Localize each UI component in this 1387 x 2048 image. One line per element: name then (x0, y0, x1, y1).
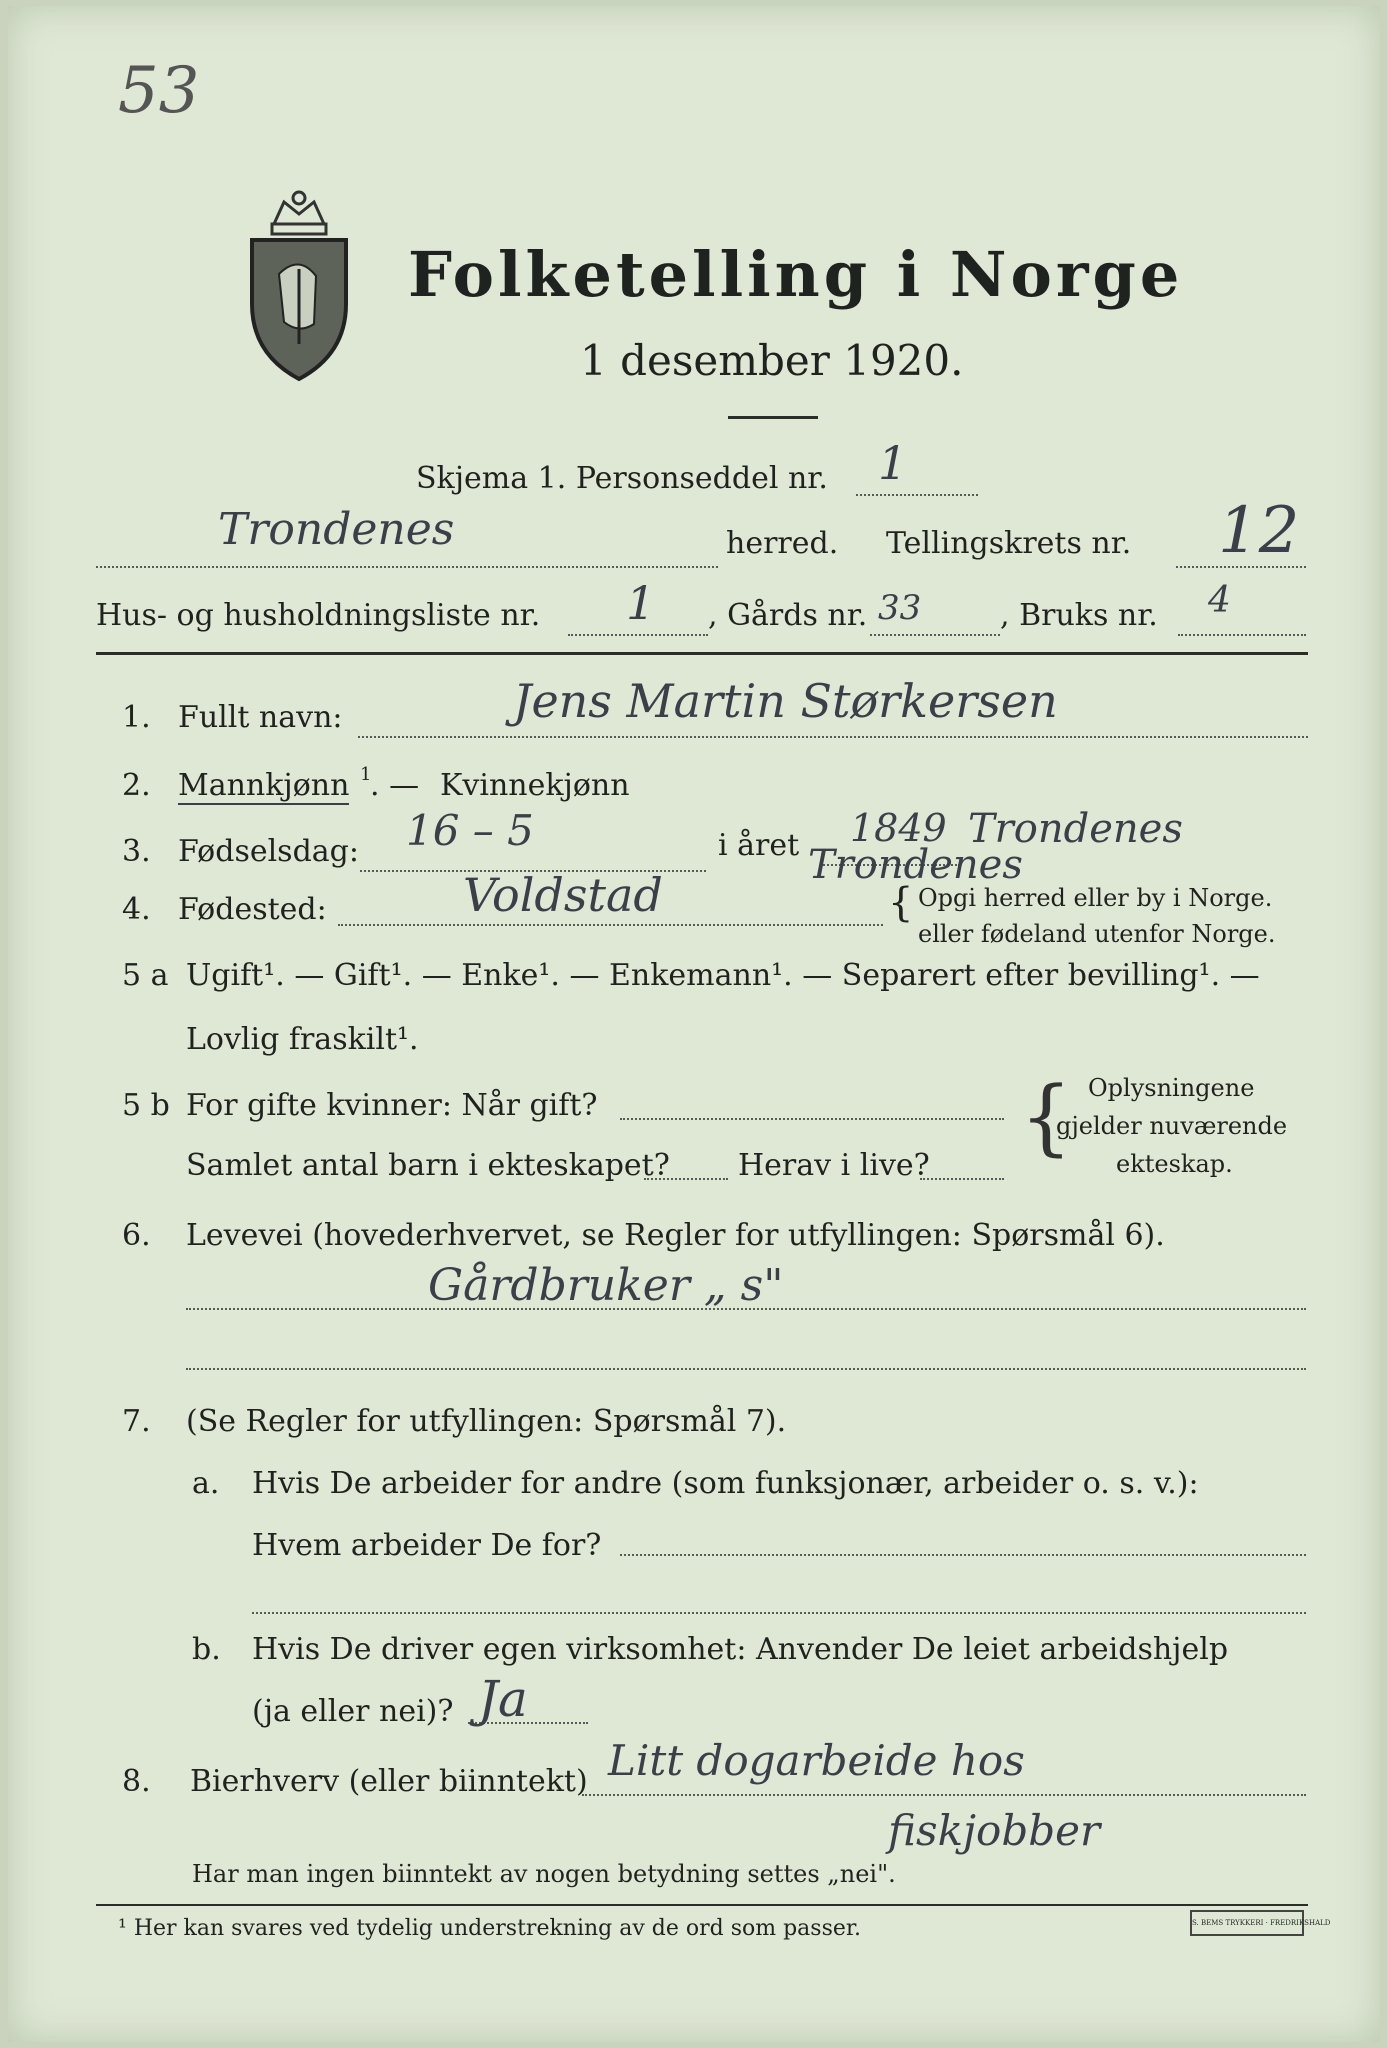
bruks-value: 4 (1208, 580, 1231, 621)
census-form (8, 6, 1380, 2042)
q5b-note2: gjelder nuværende (1056, 1112, 1288, 1140)
header-rule (96, 652, 1308, 655)
q5a-number: 5 a (122, 958, 169, 993)
q7a-line2-dots (252, 1612, 1306, 1614)
q8-value2: fiskjobber (888, 1806, 1101, 1855)
skjema-line (856, 494, 978, 496)
q4-note1: Opgi herred eller by i Norge. (918, 884, 1273, 912)
q4-number: 4. (122, 892, 151, 927)
q4-note2: eller fødeland utenfor Norge. (918, 920, 1276, 948)
q4-label: Fødested: (178, 892, 327, 927)
q4-line (338, 924, 883, 926)
q2-separator: . — (370, 768, 420, 803)
q8-label: Bierhverv (eller biinntekt) (190, 1764, 588, 1799)
q7a-line2: Hvem arbeider De for? (252, 1528, 602, 1563)
footer-note: Har man ingen biinntekt av nogen betydning settes „nei". (192, 1860, 896, 1888)
q2-female: Kvinnekjønn (440, 768, 630, 803)
gards-label: , Gårds nr. (708, 598, 868, 633)
skjema-label: Skjema 1. Personseddel nr. (416, 461, 828, 496)
q6-line1 (186, 1308, 1306, 1310)
q7a-number: a. (192, 1466, 220, 1501)
bruks-line (1178, 634, 1306, 636)
q5b-brace: { (1020, 1070, 1073, 1165)
q2-number: 2. (122, 768, 151, 803)
herred-value: Trondenes (218, 504, 455, 555)
printer-stamp: S. BEMS TRYKKERI · FREDRIKSHALD (1190, 1910, 1304, 1936)
q5b-line2b: Herav i live? (738, 1148, 930, 1183)
q3-value: 16 – 5 (406, 806, 534, 855)
q3-extra: Trondenes (968, 806, 1183, 852)
q8-value1: Litt dogarbeide hos (608, 1736, 1025, 1785)
q7-number: 7. (122, 1404, 151, 1439)
herred-label: herred. (726, 526, 839, 561)
q6-label: Levevei (hovederhvervet, se Regler for utfyllingen: Spørsmål 6). (186, 1218, 1165, 1253)
q8-line (582, 1794, 1306, 1796)
liste-label: Hus- og husholdningsliste nr. (96, 598, 541, 633)
q1-value: Jens Martin Størkersen (513, 674, 1058, 728)
herred-line (96, 566, 718, 568)
q5b-number: 5 b (122, 1088, 170, 1123)
q6-line2 (186, 1368, 1306, 1370)
title-divider (728, 416, 818, 419)
footer-rule (96, 1904, 1308, 1906)
q7a-line1: Hvis De arbeider for andre (som funksjonær, arbeider o. s. v.): (252, 1466, 1199, 1501)
q5b-line2: Samlet antal barn i ekteskapet? (186, 1148, 670, 1183)
q4-value: Voldstad (463, 868, 663, 922)
krets-value: 12 (1218, 494, 1300, 568)
page-subtitle: 1 desember 1920. (580, 336, 964, 385)
liste-line (568, 634, 708, 636)
q5b-line1: For gifte kvinner: Når gift? (186, 1088, 598, 1123)
skjema-value: 1 (878, 436, 908, 490)
q1-label: Fullt navn: (178, 700, 343, 735)
q1-line (358, 736, 1308, 738)
q3-year-label: i året (718, 828, 800, 863)
q5a-line2: Lovlig fraskilt¹. (186, 1022, 419, 1057)
krets-label: Tellingskrets nr. (886, 526, 1132, 561)
q4-brace: { (888, 880, 914, 926)
q7b-number: b. (192, 1632, 221, 1667)
q1-number: 1. (122, 700, 151, 735)
q4-extra: Trondenes (808, 842, 1023, 888)
gards-line (870, 634, 1000, 636)
gards-value: 33 (878, 588, 922, 628)
q7-label: (Se Regler for utfyllingen: Spørsmål 7). (186, 1404, 787, 1439)
q5b-note3: ekteskap. (1116, 1150, 1233, 1178)
coat-of-arms-icon (244, 184, 354, 384)
q5a-line1: Ugift¹. — Gift¹. — Enke¹. — Enkemann¹. — Separert efter bevilling¹. — (186, 958, 1260, 993)
q5b-line1-dots (620, 1118, 1004, 1120)
q5b-note1: Oplysningene (1088, 1074, 1255, 1102)
q7b-line1: Hvis De driver egen virksomhet: Anvender De leiet arbeidshjelp (252, 1632, 1229, 1667)
q6-value: Gårdbruker „ s" (428, 1260, 784, 1311)
q5b-line2b-dots (920, 1178, 1004, 1180)
q6-number: 6. (122, 1218, 151, 1253)
bruks-label: , Bruks nr. (1000, 598, 1158, 633)
q3-label: Fødselsdag: (178, 834, 359, 869)
corner-note: 53 (118, 54, 200, 128)
q7a-line (620, 1554, 1306, 1556)
liste-value: 1 (626, 576, 656, 630)
q3-year-value: 1849 (850, 806, 947, 850)
q7b-line2: (ja eller nei)? (252, 1694, 454, 1729)
footnote: ¹ Her kan svares ved tydelig understrekning av de ord som passer. (118, 1916, 861, 1941)
q2-footmark: 1 (360, 764, 372, 785)
q2-male: Mannkjønn (178, 768, 350, 803)
q5b-line2-dots (644, 1178, 728, 1180)
q8-number: 8. (122, 1764, 151, 1799)
page-title: Folketelling i Norge (408, 238, 1184, 311)
q3-number: 3. (122, 834, 151, 869)
q7b-value: Ja (478, 1670, 528, 1728)
